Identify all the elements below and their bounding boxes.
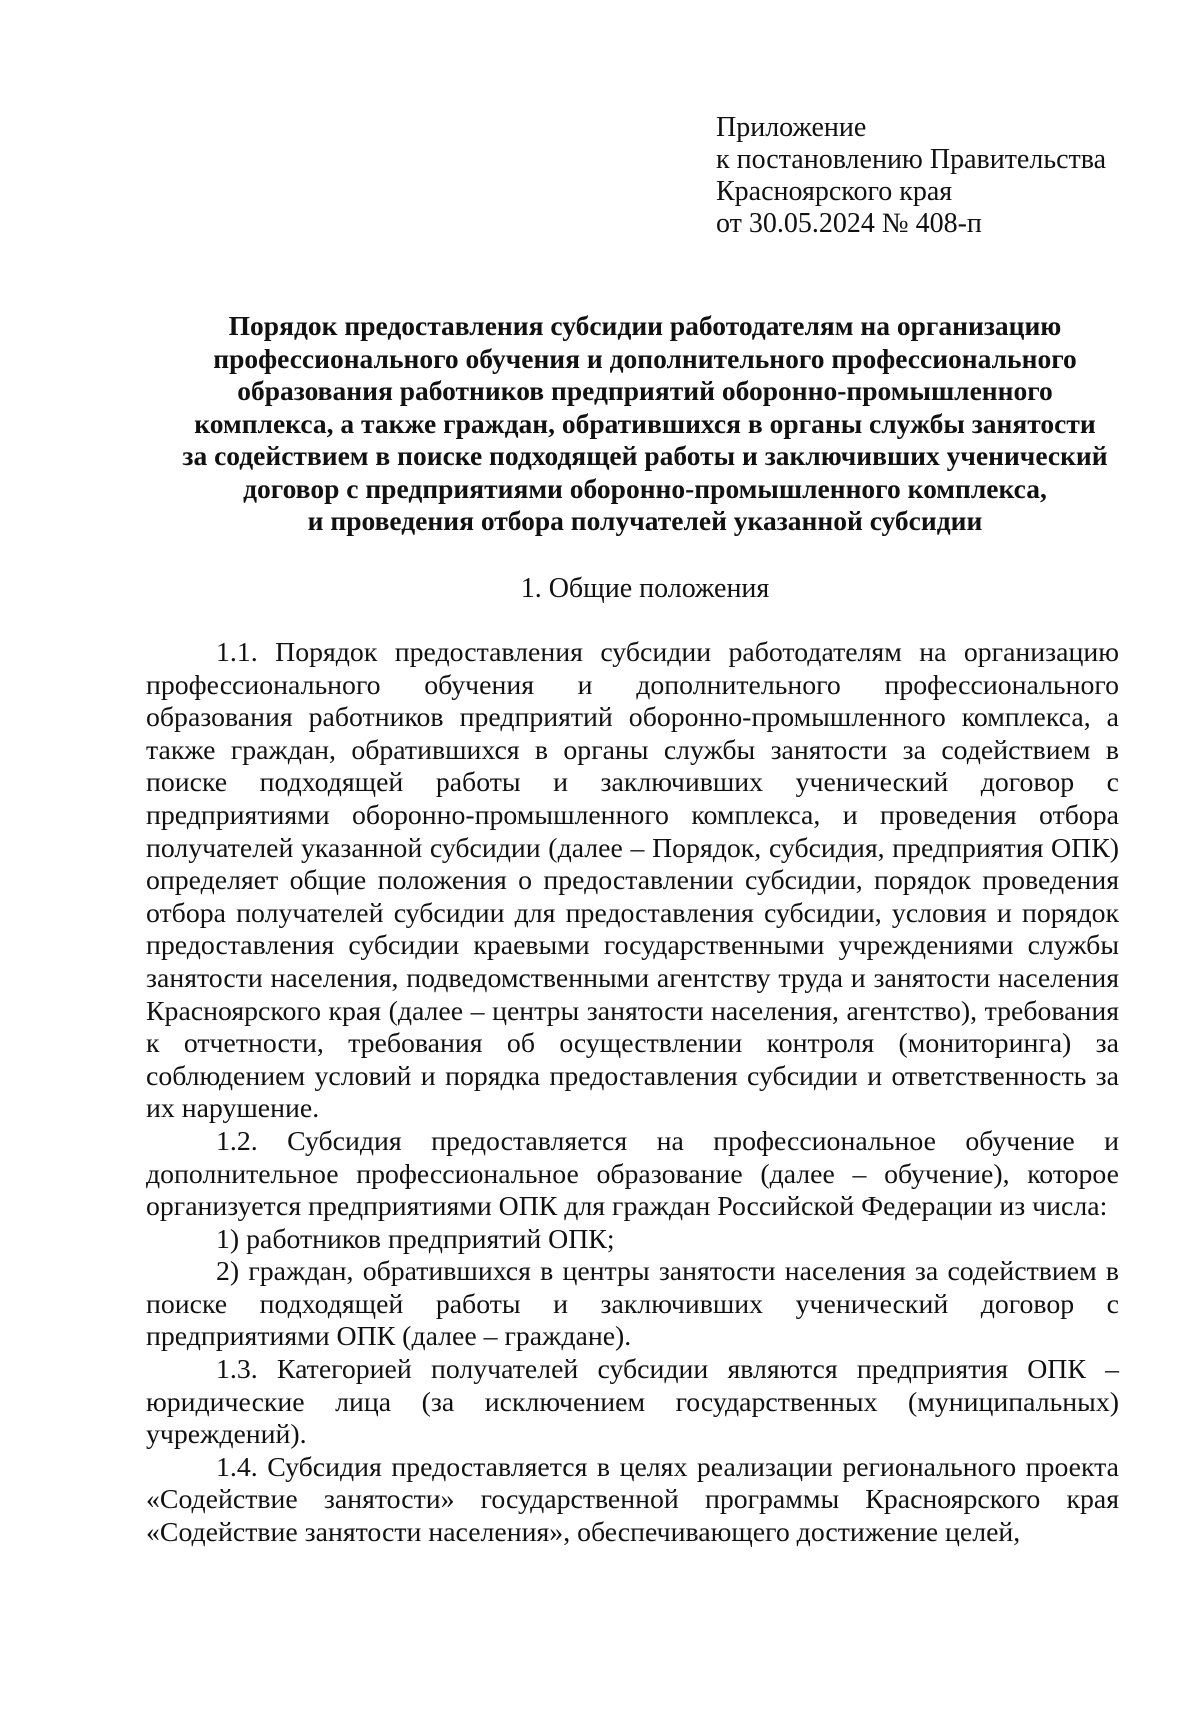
title-line: и проведения отбора получателей указанной субсидии	[307, 505, 983, 536]
list-item: 2) граждан, обратившихся в центры занятости населения за содействием в поиске подходящей работы и заключивших ученический договор с предприятиями ОПК (далее – граждане).	[146, 1256, 1119, 1353]
document-title	[120, 310, 1170, 538]
paragraph: 1.3. Категорией получателей субсидии являются предприятия ОПК – юридические лица (за исключением государственных (муниципальных) учреждений).	[146, 1354, 1119, 1451]
title-line: образования работников предприятий оборонно-промышленного	[237, 375, 1053, 406]
paragraph: 1.1. Порядок предоставления субсидии работодателям на организацию профессионального обучения и дополнительного профессионального образования работников предприятий оборонно-промышленного комплекса, а также граждан, обратившихся в органы службы занятости за содействием в поиске подходящей работы и заключивших ученический договор с предприятиями оборонно-промышленного комплекса, и проведения отбора получателей указанной субсидии (далее – Порядок, субсидия, предприятия ОПК) определяет общие положения о предоставлении субсидии, порядок проведения отбора получателей субсидии для предоставления субсидии, условия и порядок предоставления субсидии краевыми государственными учреждениями службы занятости населения, подведомственными агентству труда и занятости населения Красноярского края (далее – центры занятости населения, агентство), требования к отчетности, требования об осуществлении контроля (мониторинга) за соблюдением условий и порядка предоставления субсидии и ответственность за их нарушение.	[146, 637, 1119, 1125]
body-text	[146, 637, 1119, 1550]
appendix-block	[716, 112, 1156, 240]
title-line: комплекса, а также граждан, обратившихся в органы службы занятости	[194, 407, 1096, 439]
title-line: за содействием в поиске подходящей работы и заключивших ученический	[182, 440, 1108, 471]
appendix-line: к постановлению Правительства	[716, 144, 1107, 175]
paragraph: 1.4. Субсидия предоставляется в целях реализации регионального проекта «Содействие занятости» государственной программы Красноярского края «Содействие занятости населения», обеспечивающего достижение целей,	[146, 1451, 1119, 1549]
appendix-line: Приложение	[716, 112, 867, 143]
appendix-date-number: от 30.05.2024 № 408-п	[716, 208, 982, 239]
appendix-line: Красноярского края	[716, 176, 953, 207]
section-heading: 1. Общие положения	[520, 573, 770, 604]
title-line: профессионального обучения и дополнительного профессионального	[213, 342, 1077, 374]
title-line: договор с предприятиями оборонно-промышленного комплекса,	[243, 472, 1047, 504]
list-item: 1) работников предприятий ОПК;	[216, 1223, 615, 1255]
paragraph: 1.2. Субсидия предоставляется на профессиональное обучение и дополнительное профессиональное образование (далее – обучение), которое организуется предприятиями ОПК для граждан Российской Федерации из числа:	[146, 1125, 1119, 1223]
title-line: Порядок предоставления субсидии работодателям на организацию	[228, 310, 1062, 341]
